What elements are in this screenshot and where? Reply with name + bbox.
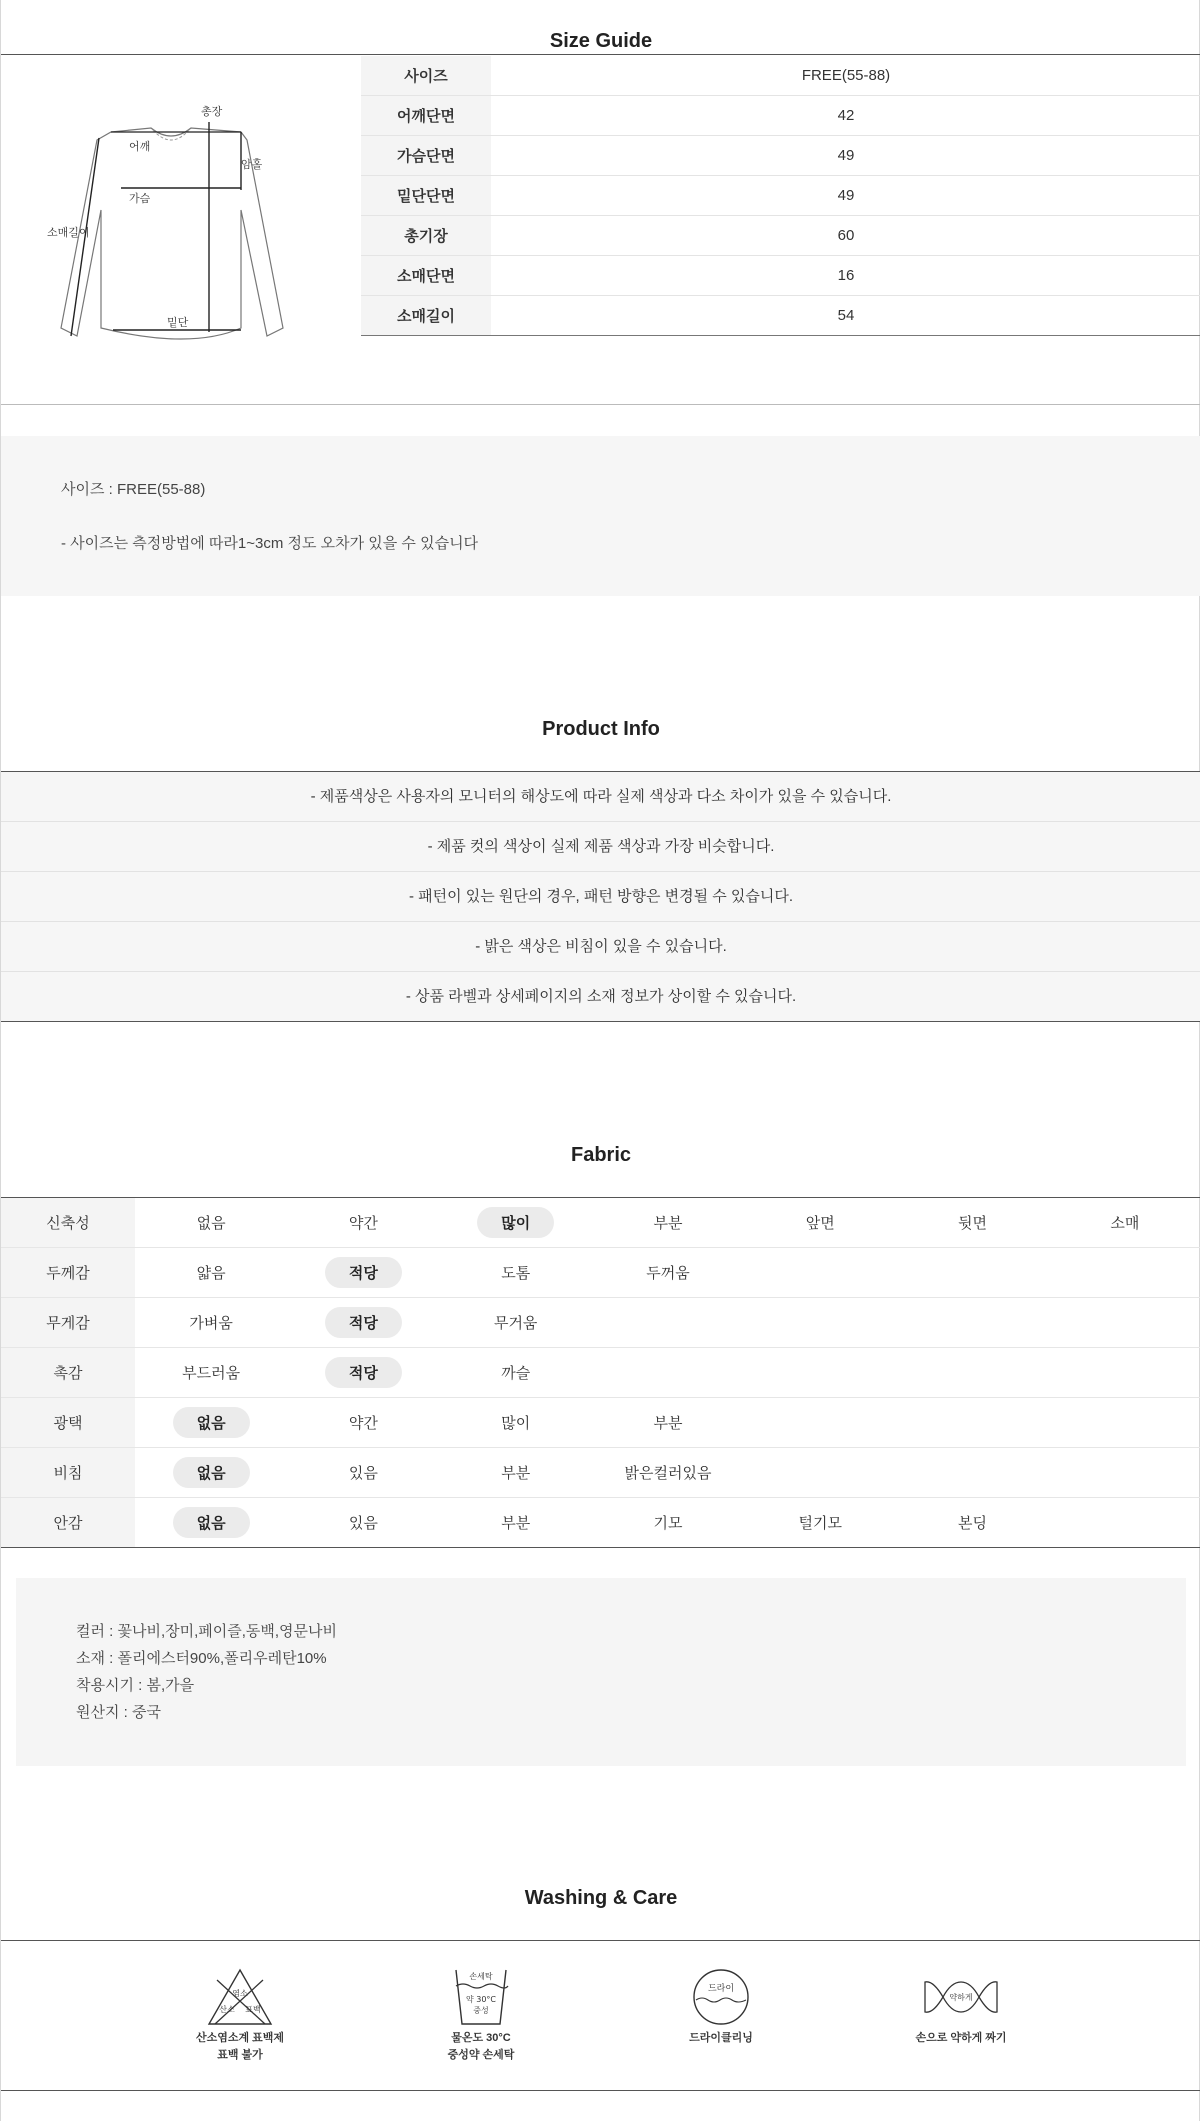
fabric-row-label: 신축성 — [1, 1198, 135, 1248]
fabric-row-label: 광택 — [1, 1398, 135, 1448]
wash-caption: 중성약 손세탁 — [447, 2049, 515, 2061]
fabric-option: 약간 — [287, 1398, 439, 1448]
fabric-option — [1049, 1398, 1200, 1448]
fabric-option-cell — [135, 1498, 287, 1548]
fabric-option-selected: 많이 — [477, 1207, 554, 1238]
size-row — [361, 256, 1200, 296]
divider — [1, 54, 1200, 55]
size-row-value: 54 — [491, 296, 1200, 336]
figure-label-total-length: 총장 — [201, 105, 223, 118]
svg-text:표백: 표백 — [245, 2005, 261, 2014]
size-row — [361, 136, 1200, 176]
fabric-title: Fabric — [570, 1144, 632, 1166]
fabric-option — [896, 1248, 1048, 1298]
fabric-option — [896, 1448, 1048, 1498]
fabric-option: 소매 — [1049, 1198, 1200, 1248]
fabric-option: 부분 — [592, 1198, 744, 1248]
fabric-option — [744, 1398, 896, 1448]
wash-caption: 표백 불가 — [217, 2049, 263, 2061]
product-info-line: - 상품 라벨과 상세페이지의 소재 정보가 상이할 수 있습니다. — [1, 972, 1200, 1022]
fabric-option: 두꺼움 — [592, 1248, 744, 1298]
fabric-option: 얇음 — [135, 1248, 287, 1298]
fabric-row — [1, 1298, 1200, 1348]
product-info-line: - 밝은 색상은 비침이 있을 수 있습니다. — [1, 922, 1200, 972]
fabric-option-cell — [287, 1348, 439, 1398]
size-row-label: 소매단면 — [361, 256, 491, 296]
fabric-row — [1, 1398, 1200, 1448]
fabric-option: 부드러움 — [135, 1348, 287, 1398]
fabric-option-cell — [287, 1298, 439, 1348]
fabric-option — [896, 1348, 1048, 1398]
fabric-option-selected: 없음 — [173, 1457, 250, 1488]
detail-color: 컬러 : 꽃나비,장미,페이즐,동백,영문나비 — [76, 1623, 338, 1640]
fabric-option-cell — [135, 1398, 287, 1448]
fabric-option-selected: 적당 — [325, 1357, 402, 1388]
fabric-option: 털기모 — [744, 1498, 896, 1548]
detail-material: 소재 : 폴리에스터90%,폴리우레탄10% — [76, 1650, 327, 1667]
fabric-option — [592, 1298, 744, 1348]
wash-caption: 산소염소계 표백제 — [195, 2032, 285, 2044]
fabric-option: 본딩 — [896, 1498, 1048, 1548]
size-note: 사이즈 : FREE(55-88) — [61, 481, 206, 498]
size-guide-title: Size Guide — [549, 30, 653, 52]
fabric-option-selected: 없음 — [173, 1507, 250, 1538]
svg-text:약 30°C: 약 30°C — [465, 1995, 497, 2004]
wash-caption: 손으로 약하게 짜기 — [915, 2032, 1007, 2044]
detail-origin: 원산지 : 중국 — [76, 1704, 161, 1721]
divider — [1, 2090, 1200, 2091]
wash-caption: 물온도 30°C — [451, 2032, 511, 2044]
figure-label-sleeve: 소매길이 — [47, 226, 90, 239]
product-info-line: - 제품 컷의 색상이 실제 제품 색상과 가장 비슷합니다. — [1, 822, 1200, 872]
fabric-option — [1049, 1298, 1200, 1348]
fabric-option: 기모 — [592, 1498, 744, 1548]
svg-text:손세탁: 손세탁 — [469, 1972, 493, 1981]
wash-caption: 드라이클리닝 — [689, 2032, 753, 2044]
size-row — [361, 216, 1200, 256]
fabric-option: 약간 — [287, 1198, 439, 1248]
svg-text:중성: 중성 — [473, 2006, 489, 2015]
fabric-option: 까슬 — [440, 1348, 592, 1398]
size-tolerance-note: - 사이즈는 측정방법에 따라1~3cm 정도 오차가 있을 수 있습니다 — [61, 535, 479, 552]
figure-label-hem: 밑단 — [167, 316, 189, 329]
fabric-row — [1, 1248, 1200, 1298]
hand-wash-icon — [446, 1966, 516, 2028]
fabric-option-selected: 적당 — [325, 1257, 402, 1288]
size-row-label: 가슴단면 — [361, 136, 491, 176]
fabric-option: 있음 — [287, 1498, 439, 1548]
size-row — [361, 296, 1200, 336]
fabric-option: 가벼움 — [135, 1298, 287, 1348]
gentle-wring-icon — [921, 1966, 1001, 2028]
size-row-label: 소매길이 — [361, 296, 491, 336]
fabric-option — [744, 1298, 896, 1348]
fabric-row-label: 안감 — [1, 1498, 135, 1548]
size-row — [361, 96, 1200, 136]
wash-item-gentle-wring — [881, 1966, 1041, 2045]
svg-text:약하게: 약하게 — [949, 1993, 973, 2002]
fabric-option: 있음 — [287, 1448, 439, 1498]
fabric-row-label: 두께감 — [1, 1248, 135, 1298]
fabric-option — [896, 1298, 1048, 1348]
fabric-option — [1049, 1448, 1200, 1498]
svg-text:드라이: 드라이 — [707, 1984, 735, 1994]
wash-item-hand-wash — [401, 1966, 561, 2062]
fabric-row-label: 촉감 — [1, 1348, 135, 1398]
fabric-row — [1, 1448, 1200, 1498]
garment-measurement-diagram — [41, 100, 301, 360]
fabric-table — [1, 1198, 1200, 1548]
size-row-value: 16 — [491, 256, 1200, 296]
size-row-value: 49 — [491, 136, 1200, 176]
product-info-list — [1, 772, 1200, 1022]
fabric-option — [744, 1248, 896, 1298]
figure-label-armhole: 암홀 — [241, 158, 263, 171]
detail-season: 착용시기 : 봄,가을 — [76, 1677, 195, 1694]
fabric-option: 부분 — [440, 1498, 592, 1548]
figure-label-chest: 가슴 — [129, 192, 151, 205]
product-info-title: Product Info — [542, 718, 660, 740]
fabric-option: 밝은컬러있음 — [592, 1448, 744, 1498]
size-row-label: 어깨단면 — [361, 96, 491, 136]
svg-text:염소: 염소 — [232, 1989, 248, 1998]
fabric-option — [1049, 1348, 1200, 1398]
fabric-row-label: 무게감 — [1, 1298, 135, 1348]
fabric-option-cell — [440, 1198, 592, 1248]
fabric-option: 도톰 — [440, 1248, 592, 1298]
fabric-option: 부분 — [592, 1398, 744, 1448]
wash-item-no-bleach — [160, 1966, 320, 2062]
fabric-option-cell — [287, 1248, 439, 1298]
fabric-option-selected: 없음 — [173, 1407, 250, 1438]
fabric-row — [1, 1348, 1200, 1398]
fabric-row — [1, 1498, 1200, 1548]
fabric-option — [592, 1348, 744, 1398]
size-note-box — [1, 436, 1200, 596]
size-row-value: 42 — [491, 96, 1200, 136]
size-row-label: 밑단단면 — [361, 176, 491, 216]
size-row — [361, 176, 1200, 216]
no-bleach-icon — [205, 1966, 275, 2028]
size-row-value: FREE(55-88) — [491, 56, 1200, 96]
size-row-label: 사이즈 — [361, 56, 491, 96]
fabric-option — [744, 1448, 896, 1498]
fabric-option-selected: 적당 — [325, 1307, 402, 1338]
dry-clean-icon — [686, 1966, 756, 2028]
size-row — [361, 56, 1200, 96]
fabric-option: 무거움 — [440, 1298, 592, 1348]
fabric-option — [744, 1348, 896, 1398]
product-info-line: - 패턴이 있는 원단의 경우, 패턴 방향은 변경될 수 있습니다. — [1, 872, 1200, 922]
fabric-details-box — [16, 1578, 1186, 1766]
fabric-option: 많이 — [440, 1398, 592, 1448]
fabric-option: 앞면 — [744, 1198, 896, 1248]
fabric-option — [1049, 1498, 1200, 1548]
wash-item-dry-clean — [641, 1966, 801, 2045]
svg-text:산소: 산소 — [219, 2005, 235, 2014]
fabric-option: 부분 — [440, 1448, 592, 1498]
divider — [1, 404, 1200, 405]
size-table — [361, 56, 1200, 336]
size-row-label: 총기장 — [361, 216, 491, 256]
size-row-value: 49 — [491, 176, 1200, 216]
fabric-row-label: 비침 — [1, 1448, 135, 1498]
fabric-option — [896, 1398, 1048, 1448]
product-info-line: - 제품색상은 사용자의 모니터의 해상도에 따라 실제 색상과 다소 차이가 있을 수 있습니다. — [1, 772, 1200, 822]
fabric-option: 뒷면 — [896, 1198, 1048, 1248]
washing-title: Washing & Care — [524, 1887, 678, 1909]
size-row-value: 60 — [491, 216, 1200, 256]
fabric-option-cell — [135, 1448, 287, 1498]
figure-label-shoulder: 어깨 — [129, 140, 151, 153]
fabric-row — [1, 1198, 1200, 1248]
fabric-option — [1049, 1248, 1200, 1298]
divider — [1, 1940, 1200, 1941]
fabric-option: 없음 — [135, 1198, 287, 1248]
